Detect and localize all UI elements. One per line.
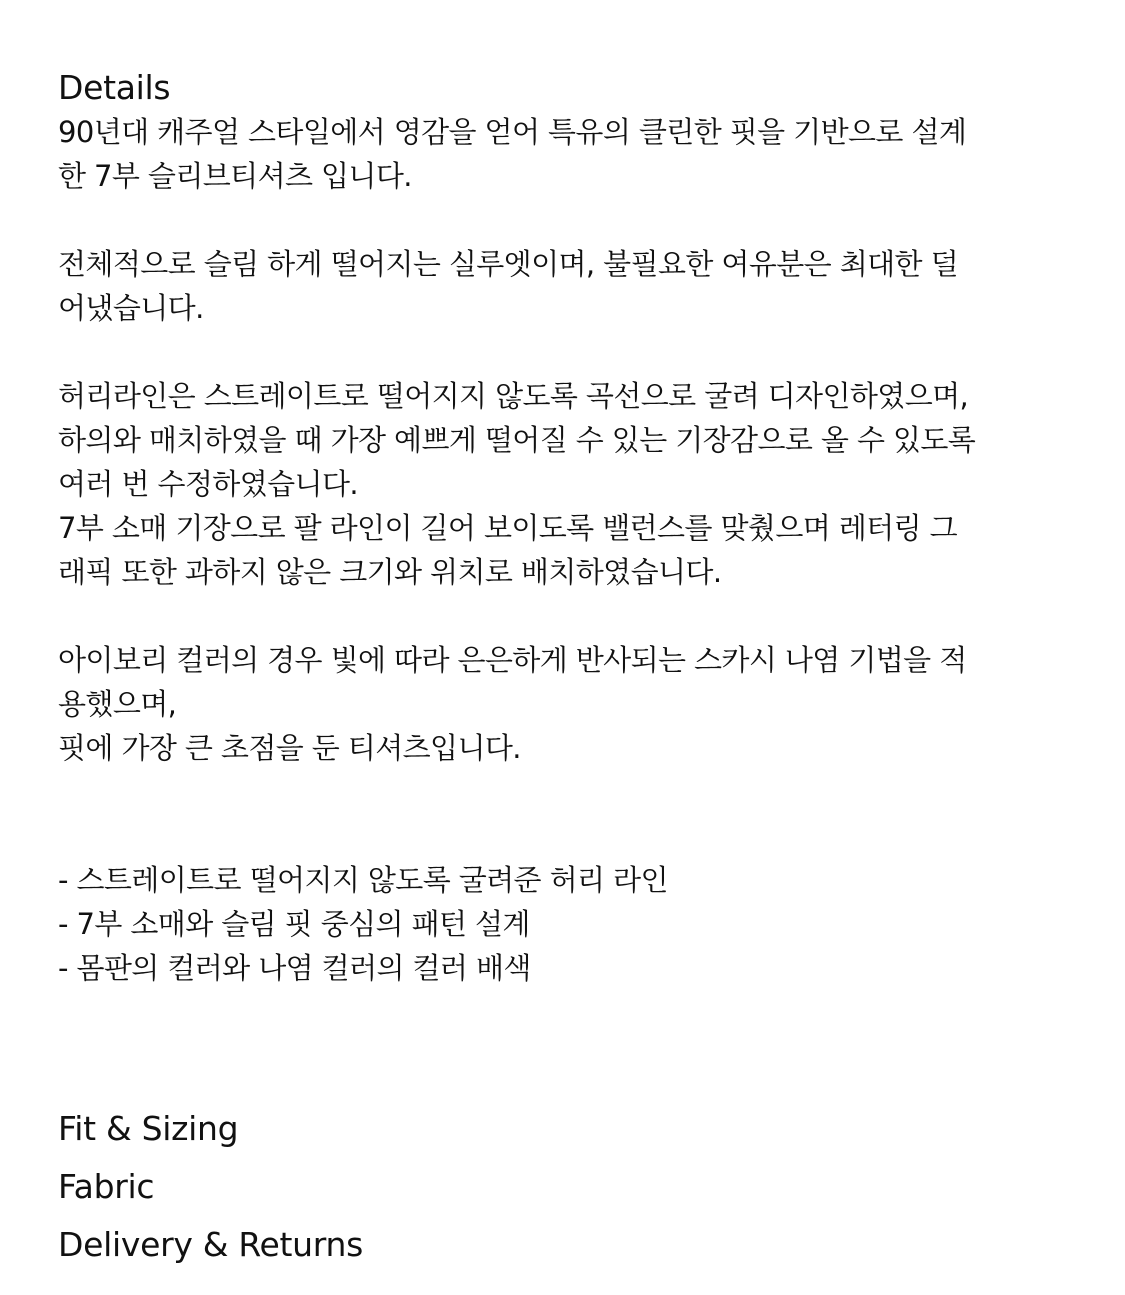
feature-item: - 몸판의 컬러와 나염 컬러의 컬러 배색	[58, 951, 531, 985]
accordion-fabric[interactable]: Fabric	[58, 1167, 155, 1206]
details-description	[58, 110, 1065, 990]
accordion-delivery-returns[interactable]: Delivery & Returns	[58, 1225, 363, 1264]
info-accordion	[58, 1100, 363, 1274]
description-line: 허리라인은 스트레이트로 떨어지지 않도록 곡선으로 굴려 디자인하였으며,	[58, 379, 969, 413]
description-line: 핏에 가장 큰 초점을 둔 티셔츠입니다.	[58, 731, 521, 765]
feature-item: - 7부 소매와 슬림 핏 중심의 패턴 설계	[58, 907, 530, 941]
description-line: 하의와 매치하였을 때 가장 예쁘게 떨어질 수 있는 기장감으로 올 수 있도록	[58, 423, 976, 457]
feature-item: - 스트레이트로 떨어지지 않도록 굴려준 허리 라인	[58, 863, 668, 897]
description-line: 래픽 또한 과하지 않은 크기와 위치로 배치하였습니다.	[58, 555, 722, 589]
details-heading: Details	[58, 68, 171, 107]
description-line: 전체적으로 슬림 하게 떨어지는 실루엣이며, 불필요한 여유분은 최대한 덜	[58, 247, 958, 281]
description-line: 용했으며,	[58, 687, 177, 721]
description-line: 7부 소매 기장으로 팔 라인이 길어 보이도록 밸런스를 맞췄으며 레터링 그	[58, 511, 958, 545]
description-line: 90년대 캐주얼 스타일에서 영감을 얻어 특유의 클린한 핏을 기반으로 설계	[58, 115, 967, 149]
accordion-fit-sizing[interactable]: Fit & Sizing	[58, 1109, 239, 1148]
description-line: 한 7부 슬리브티셔츠 입니다.	[58, 159, 412, 193]
description-line: 여러 번 수정하였습니다.	[58, 467, 358, 501]
description-line: 아이보리 컬러의 경우 빛에 따라 은은하게 반사되는 스카시 나염 기법을 적	[58, 643, 967, 677]
description-line: 어냈습니다.	[58, 291, 204, 325]
feature-list	[58, 858, 1065, 990]
